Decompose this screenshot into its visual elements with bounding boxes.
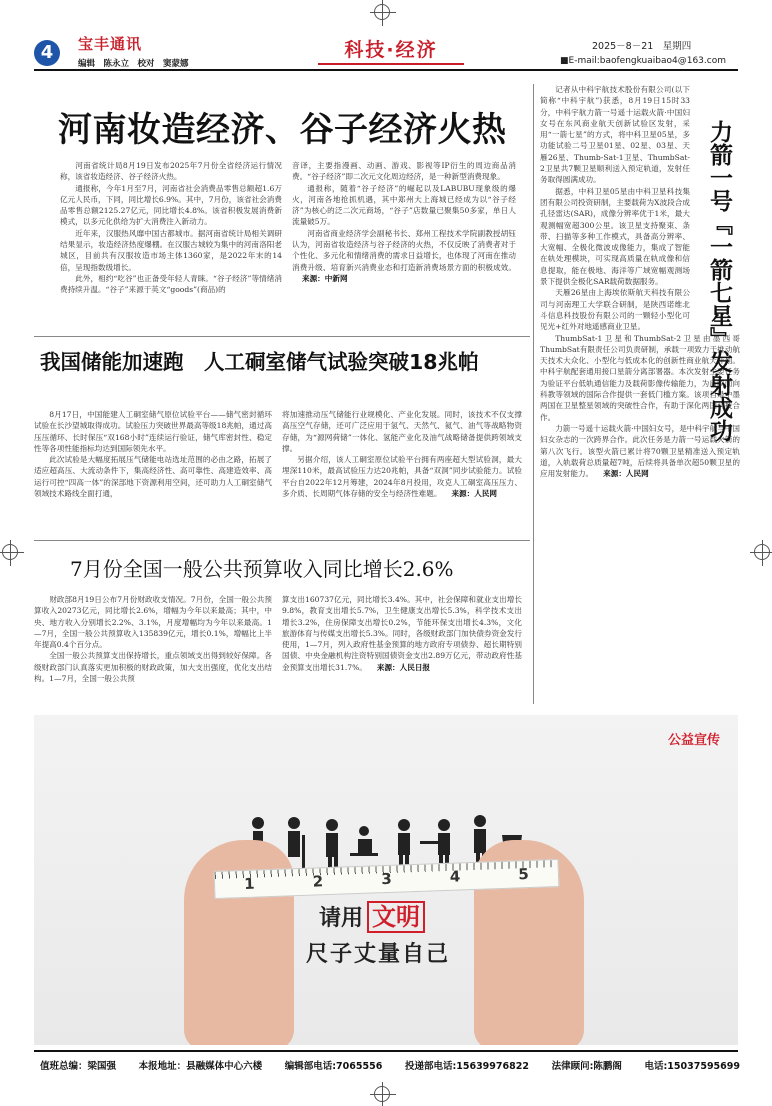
article4-p1: 记者从中科宇航技术股份有限公司(以下简称“中科宇航”)获悉，8月19日15时33分，中科宇航力箭一号遥十运载火箭·中国妇女号在东风商业航天创新试验区发射，采用“一箭七星”的方式，将中科卫星05星，多功能试验二号卫星01星、02星、03星、天雁26星、Thumb-Sat-1卫星、ThumbSat-2卫星共7颗卫星顺利送入预定轨道，发射任务取得圆满成功。 [540, 85, 690, 185]
footer-chief-editor: 值班总编：梁国强 [40, 1061, 117, 1072]
paper-name: 宝丰通讯 [78, 35, 143, 53]
section-title: 科技·经济 [318, 35, 464, 65]
public-service-ad [34, 715, 738, 1045]
article2-col2-p2: 另据介绍，该人工硐室原位试验平台拥有两座超大型试验洞，最大埋深110米，最高试验压力达20兆帕，具备“双洞”同步试验能力。试验平台自2022年12月筹建，2024年8月投用，攻克人工硐室高压压力、多介质、长周期气体存储的安全与经济性难题。 来源：人民网 [282, 455, 522, 499]
tape-number-4: 4 [449, 867, 461, 886]
footer-info [40, 1058, 740, 1072]
article1-source: 来源：中新网 [302, 273, 348, 283]
registration-mark-top [374, 4, 390, 20]
tape-number-1: 1 [243, 874, 255, 893]
tape-number-3: 3 [380, 869, 393, 889]
article1-title: 河南妆造经济、谷子经济火热 [58, 110, 507, 150]
article2-source: 来源：人民网 [451, 489, 498, 499]
article2-col1-p1: 8月17日，中国能建人工硐室储气原位试验平台——储气密封循环试验在长沙望城取得成功。试验压力突破世界最高等级18兆帕，通过高压压循环、长时保压“双168小时”连续运行验证，储气库密封性、稳定性等各项性能指标均达到国际领先水平。 [34, 410, 272, 453]
article1-col1-p4: 此外，相约“吃谷”也正备受年轻人青睐。“谷子经济”等情绪消费持续升温。“谷子”来源于英文“goods”(商品)的 [60, 273, 282, 295]
header-rule [34, 69, 738, 71]
tape-number-2: 2 [312, 872, 324, 891]
article1-col2-p2: 通报称，随着“谷子经济”的崛起以及LABUBU现象级的爆火，河南各地抢抓机遇，其中郑州大上海城已经成为以“谷子经济”为核心的泛二次元商场，“谷子”店数量已聚集50多家，单日人流量破5万。 [292, 183, 516, 227]
article2-col2 [282, 409, 522, 499]
registration-mark-left [2, 544, 18, 560]
article3-col1-p1: 财政部8月19日公布7月份财政收支情况。7月份，全国一般公共预算收入20273亿元，同比增长2.6%，增幅为今年以来最高；其中，中央、地方收入分别增长2.2%、3.1%，月度增幅均为今年以来最高。1—7月，全国一般公共预算收入135839亿元，增长0.1%，增幅比上半年提高0.4个百分点。 [34, 595, 272, 650]
article4-p4: ThumbSat-1卫星和ThumbSat-2卫星由墨西哥ThumbSat有限责任公司负责研制，承载一项致力于推动航天技术大众化、小型化与低成本化的创新性商业航天计划。中科宇航配套通用接口星箭分离部署器。本次发射主要任务为验证平台低轨通信能力及载荷影像传输能力，为后续面向科教等领域的国际合作提供一套低门槛方案。该项目是中墨两国在卫星整星领域的突破性合作，有助于深化两国科技合作。 [540, 333, 740, 422]
tape-number-5: 5 [518, 865, 530, 884]
article4-source: 来源：人民网 [603, 469, 649, 479]
article1-col1-p2: 通报称，今年1月至7月，河南省社会消费品零售总额超1.6万亿元人民币，下同，同比增长6.9%。其中，7月份，该省社会消费品零售总额2125.27亿元，同比增长4.8%。该省积极发展消费新模式，以多元化供给为扩大消费注入新动力。 [60, 183, 282, 227]
footer-editorial-phone: 编辑部电话:7065556 [284, 1061, 383, 1072]
registration-mark-bottom [374, 1086, 390, 1102]
article3-col1-p2: 全国一般公共预算支出保持增长，重点领域支出得到较好保障。各级财政部门认真落实更加积极的财政政策，加大支出强度，优化支出结构。1—7月，全国一般公共预 [34, 651, 272, 684]
article4-title: 力箭一号『一箭七星』发射成功 [706, 120, 732, 442]
article3-title: 7月份全国一般公共预算收入同比增长2.6% [70, 557, 454, 581]
issue-date: 2025－8－21 星期四 [592, 41, 692, 52]
editor-credit: 编辑 陈永立 校对 窦蒙娜 [78, 59, 189, 69]
article4-p5: 力箭一号遥十运载火箭·中国妇女号，是中科宇航与中国妇女杂志的一次跨界合作。此次任务是力箭一号运载火箭的第八次飞行。该型火箭已累计将70颗卫星精准送入预定轨道，入轨载荷总质量超7吨，后续将具备单次超50颗卫星的应用发射能力。 来源：人民网 [540, 423, 740, 479]
article1-col1-p3: 近年来，汉服热风靡中国古都城市。据河南省统计局相关调研结果显示，妆造经济热度爆棚。在汉服古城较为集中的河南洛阳老城区，目前共有汉服妆造市场主体1360家，是2022年末的14倍，呈现指数级增长。 [60, 228, 282, 272]
article3-col2-p1: 算支出160737亿元，同比增长3.4%。其中，社会保障和就业支出增长9.8%，教育支出增长5.7%，卫生健康支出增长5.3%，科学技术支出增长3.2%，住房保障支出增长0.2%，节能环保支出增长4.3%，文化旅游体育与传媒支出增长5.3%。同时，各级财政部门加快债券资金发行使用，1—7月，列入政府性基金预算的地方政府专项债券、超长期特别国债、中央金融机构注资特别国债资金支出2.89万亿元，带动政府性基金预算支出增长31.7%。 来源：人民日报 [282, 595, 522, 672]
article2-col1-p2: 此次试验是大幅度拓展压气储能电站选址范围的必由之路，拓展了适应超高压、大流动条件下，集高经济性、高可靠性、高建造效率、高运行可控“四高一体”的深部地下资源利用空间，还可助力人工硐室储气领域技术路线全面打通， [34, 455, 272, 499]
ad-tag: 公益宣传 [667, 733, 720, 748]
article1-col2 [292, 160, 516, 284]
ad-slogan-prefix: 请用 [319, 906, 364, 931]
article1-col1-p1: 河南省统计局8月19日发布2025年7月份全省经济运行情况称，该省妆造经济、谷子经济火热。 [60, 161, 282, 182]
article2-col1 [34, 409, 272, 499]
article2-divider [34, 540, 530, 541]
article3-col2 [282, 594, 522, 673]
footer-phone: 电话:15037595699 [644, 1061, 740, 1072]
ad-slogan-highlight: 文明 [367, 901, 425, 933]
registration-mark-right [754, 544, 770, 560]
ad-slogan-line1 [319, 897, 425, 932]
ad-slogan-line2: 尺子丈量自己 [306, 942, 451, 967]
article3-source: 来源：人民日报 [376, 662, 431, 672]
article2-title: 我国储能加速跑 人工硐室储气试验突破18兆帕 [40, 350, 479, 374]
footer-rule [34, 1050, 738, 1052]
page-number-badge: 4 [34, 40, 60, 66]
article4-p2: 据悉，中科卫星05星由中科卫星科技集团有限公司投资研制，主要载荷为X波段合成孔径雷达(SAR)，成像分辨率优于1米，最大观测幅宽超300公里。该卫星支持聚束、条带、扫描等多种工作模式，具备高分辨率、大宽幅、全极化微波成像能力，集成了智能在轨处理模块，可实现高质量在轨成像和信息提取，能在极地、海洋等广域宽幅观测场景下提供全极化SAR载荷数据服务。 [540, 186, 690, 287]
article1-col2-p1: 音译，主要指漫画、动画、游戏、影视等IP衍生的周边商品消费。“谷子经济”即二次元文化周边经济，是一种新型消费现象。 [292, 161, 516, 182]
footer-address: 本报地址：县融媒体中心六楼 [138, 1061, 263, 1072]
article4-p3: 天雁26星由上海埃依斯航天科技有限公司与河南理工大学联合研制，是陕西诺维北斗信息科技股份有限公司的一颗轻小型化可见光+红外对地遥感商业卫星。 [540, 288, 690, 332]
article1-col1 [60, 160, 282, 296]
article3-col1 [34, 594, 272, 684]
footer-legal-advisor: 法律顾问:陈鹏阁 [551, 1061, 622, 1072]
footer-delivery-phone: 投递部电话:15639976822 [404, 1061, 529, 1072]
article1-divider [34, 336, 530, 337]
article1-col2-p3: 河南省商业经济学会副秘书长、郑州工程技术学院副教授胡钰认为，河南省妆造经济与谷子经济的火热，不仅反映了消费者对于个性化、多元化和情绪消费的需求日益增长，也体现了河南在推动消费升级、培育新兴消费业态和打造新消费场景方面的积极成效。来源：中新网 [292, 228, 516, 283]
email-line: ■E-mail:baofengkuaibao4@163.com [560, 56, 726, 66]
article2-col2-p1: 将加速推动压气储能行业规模化、产业化发展。同时，该技术不仅支撑高压空气存储，还可广泛应用于氢气、天然气、氦气、油气等战略物资存储，为“源网荷储”一体化、氢能产业化及油气战略储备提供跨领域支撑。 [282, 410, 522, 453]
column-divider [533, 84, 534, 704]
